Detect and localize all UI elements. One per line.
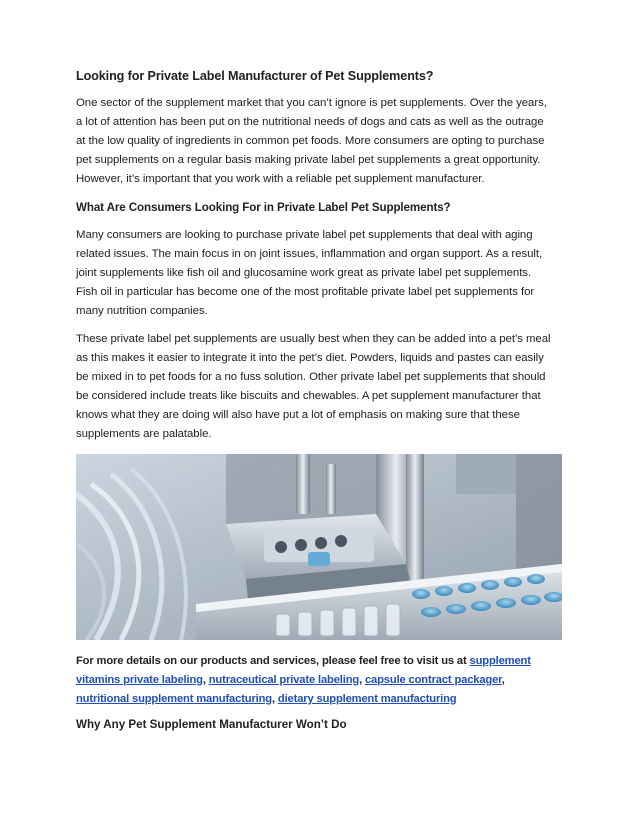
text-line: pet supplements on a regular basis making private label pet supplements a great opportunity. bbox=[76, 154, 541, 166]
text-line: related issues. The main focus in on joint issues, inflammation and organ support. As a result, bbox=[76, 248, 543, 260]
link-nutritional-supplement-manufacturing[interactable]: nutritional supplement manufacturing bbox=[76, 693, 272, 705]
page-title: Looking for Private Label Manufacturer of Pet Supplements? bbox=[76, 69, 434, 83]
section-heading-consumers: What Are Consumers Looking For in Private Label Pet Supplements? bbox=[76, 201, 451, 214]
text-line: supplements are palatable. bbox=[76, 428, 212, 440]
text-line: However, it’s important that you work with a reliable pet supplement manufacturer. bbox=[76, 173, 485, 185]
text-line: Many consumers are looking to purchase private label pet supplements that deal with aging bbox=[76, 229, 533, 241]
text-line: a lot of attention has been put on the nutritional needs of dogs and cats as well as the outrage bbox=[76, 116, 544, 128]
section-heading-why: Why Any Pet Supplement Manufacturer Won’t Do bbox=[76, 718, 347, 731]
contact-links-paragraph bbox=[76, 652, 574, 709]
text-line: as this makes it easier to integrate it into the pet’s diet. Powders, liquids and pastes can easily bbox=[76, 352, 544, 364]
text-line: knows what they are doing will also have put a lot of emphasis on making sure that these bbox=[76, 409, 520, 421]
separator: , bbox=[271, 693, 278, 705]
separator: , bbox=[202, 674, 209, 686]
text-line: many nutrition companies. bbox=[76, 305, 208, 317]
link-supplement-vitamins-private-labeling[interactable]: supplement vitamins private labeling bbox=[76, 655, 531, 686]
cta-prefix: For more details on our products and services, please feel free to visit us at bbox=[76, 655, 470, 667]
palatability-paragraph bbox=[76, 330, 574, 444]
text-line: One sector of the supplement market that you can’t ignore is pet supplements. Over the years, bbox=[76, 97, 547, 109]
separator: , bbox=[501, 674, 505, 686]
intro-paragraph bbox=[76, 94, 574, 189]
link-dietary-supplement-manufacturing[interactable]: dietary supplement manufacturing bbox=[277, 693, 457, 705]
capsule-filling-machine-photo bbox=[76, 454, 562, 640]
link-nutraceutical-private-labeling[interactable]: nutraceutical private labeling bbox=[208, 674, 360, 686]
text-line: These private label pet supplements are usually best when they can be added into a pet’s meal bbox=[76, 333, 551, 345]
text-line: at the low quality of ingredients in common pet foods. More consumers are opting to purchase bbox=[76, 135, 545, 147]
text-line: be considered include treats like biscuits and chewables. A pet supplement manufacturer that bbox=[76, 390, 541, 402]
text-line: joint supplements like fish oil and glucosamine work great as private label pet supplements. bbox=[76, 267, 532, 279]
document-content bbox=[76, 66, 574, 735]
text-line: Fish oil in particular has become one of the most profitable private label pet supplements for bbox=[76, 286, 535, 298]
link-capsule-contract-packager[interactable]: capsule contract packager bbox=[364, 674, 502, 686]
separator: , bbox=[359, 674, 365, 686]
text-line: be mixed in to pet foods for a no fuss solution. Other private label pet supplements that should bbox=[76, 371, 546, 383]
consumers-paragraph bbox=[76, 226, 574, 321]
